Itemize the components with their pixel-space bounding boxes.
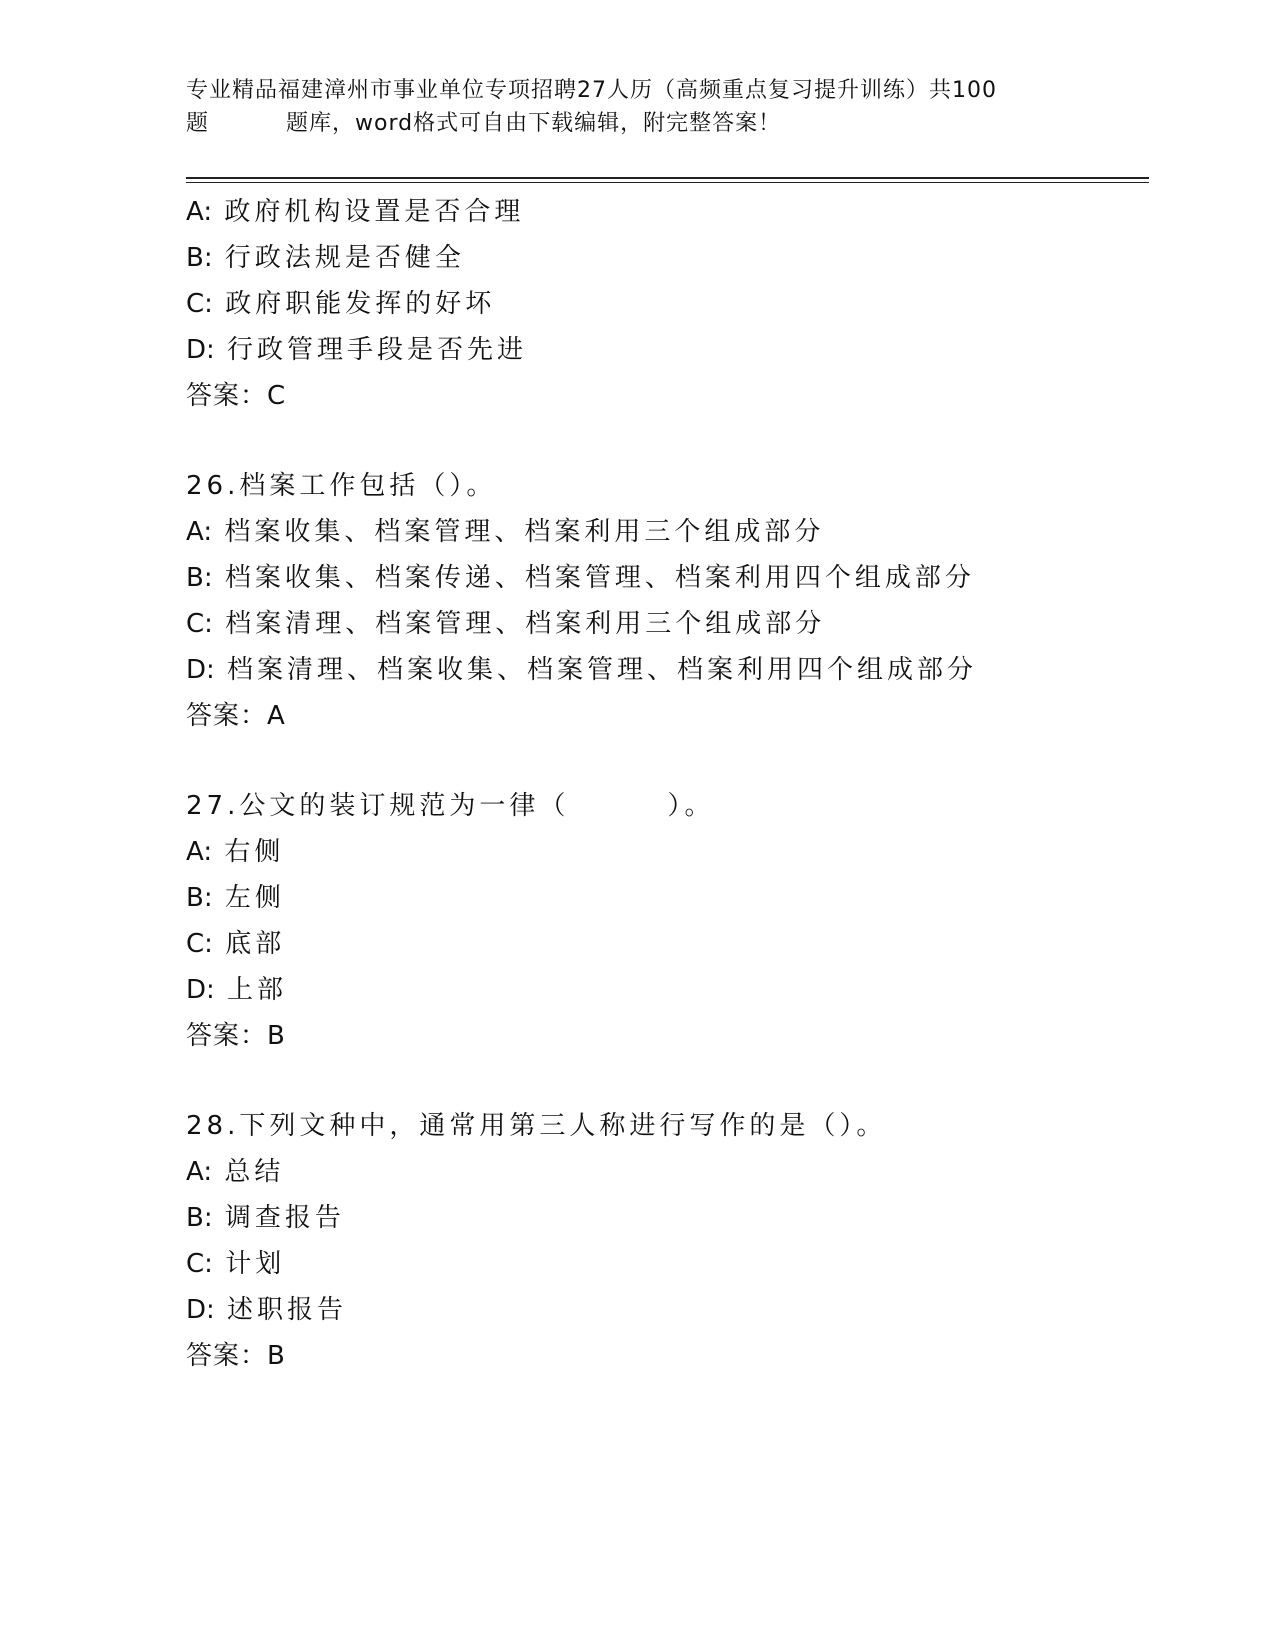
spacer xyxy=(186,419,1146,463)
header-line-2-rest: 题库，word格式可自由下载编辑，附完整答案！ xyxy=(286,111,782,136)
option-letter: A: xyxy=(186,197,213,227)
spacer xyxy=(186,1059,1146,1103)
option-text: 档案收集、档案传递、档案管理、档案利用四个组成部分 xyxy=(224,563,975,593)
header-line-2 xyxy=(186,107,1086,140)
option-letter: C: xyxy=(186,1249,213,1279)
option-text: 档案清理、档案管理、档案利用三个组成部分 xyxy=(225,609,826,639)
option-text: 档案清理、档案收集、档案管理、档案利用四个组成部分 xyxy=(227,655,978,685)
option-letter: A: xyxy=(186,1157,213,1187)
option-letter: A: xyxy=(186,517,213,547)
option-c xyxy=(186,921,1146,967)
option-text: 底部 xyxy=(225,929,286,959)
option-a xyxy=(186,509,1146,555)
question-list xyxy=(186,189,1146,1379)
option-text: 右侧 xyxy=(224,837,285,867)
option-b xyxy=(186,1195,1146,1241)
answer-line: 答案：A xyxy=(186,701,286,731)
option-b xyxy=(186,235,1146,281)
option-d xyxy=(186,647,1146,693)
header-line-1: 专业精品福建漳州市事业单位专项招聘27人历（高频重点复习提升训练）共100 xyxy=(186,78,997,103)
question-block xyxy=(186,189,1146,419)
option-text: 左侧 xyxy=(224,883,285,913)
option-text: 总结 xyxy=(224,1157,285,1187)
option-a xyxy=(186,1149,1146,1195)
option-letter: D: xyxy=(186,335,215,365)
answer-line: 答案：B xyxy=(186,1021,286,1051)
option-letter: C: xyxy=(186,929,213,959)
option-text: 政府机构设置是否合理 xyxy=(224,197,525,227)
header-divider-thick xyxy=(186,177,1149,179)
option-d xyxy=(186,327,1146,373)
option-text: 调查报告 xyxy=(224,1203,345,1233)
document-header xyxy=(186,74,1086,140)
option-letter: D: xyxy=(186,1295,215,1325)
option-d xyxy=(186,1287,1146,1333)
option-letter: D: xyxy=(186,975,215,1005)
option-letter: B: xyxy=(186,243,213,273)
option-letter: D: xyxy=(186,655,215,685)
option-text: 上部 xyxy=(227,975,288,1005)
option-c xyxy=(186,281,1146,327)
question-block xyxy=(186,1103,1146,1379)
option-text: 行政管理手段是否先进 xyxy=(227,335,528,365)
question-block xyxy=(186,783,1146,1059)
question-stem: 27.公文的装订规范为一律（ ）。 xyxy=(186,791,715,821)
option-text: 计划 xyxy=(225,1249,286,1279)
option-b xyxy=(186,555,1146,601)
option-c xyxy=(186,601,1146,647)
option-text: 政府职能发挥的好坏 xyxy=(225,289,496,319)
option-letter: B: xyxy=(186,563,213,593)
answer-line: 答案：B xyxy=(186,1341,286,1371)
header-line-2-lead: 题 xyxy=(186,111,210,136)
answer-line: 答案：C xyxy=(186,381,287,411)
option-text: 档案收集、档案管理、档案利用三个组成部分 xyxy=(224,517,825,547)
option-a xyxy=(186,189,1146,235)
question-stem: 28.下列文种中，通常用第三人称进行写作的是（）。 xyxy=(186,1111,887,1141)
option-letter: B: xyxy=(186,883,213,913)
option-text: 行政法规是否健全 xyxy=(224,243,465,273)
header-divider-thin xyxy=(186,182,1149,183)
option-b xyxy=(186,875,1146,921)
spacer xyxy=(186,739,1146,783)
option-letter: C: xyxy=(186,609,213,639)
option-letter: C: xyxy=(186,289,213,319)
option-text: 述职报告 xyxy=(227,1295,348,1325)
option-a xyxy=(186,829,1146,875)
question-stem: 26.档案工作包括（）。 xyxy=(186,471,497,501)
option-d xyxy=(186,967,1146,1013)
option-letter: B: xyxy=(186,1203,213,1233)
question-block xyxy=(186,463,1146,739)
option-c xyxy=(186,1241,1146,1287)
option-letter: A: xyxy=(186,837,213,867)
